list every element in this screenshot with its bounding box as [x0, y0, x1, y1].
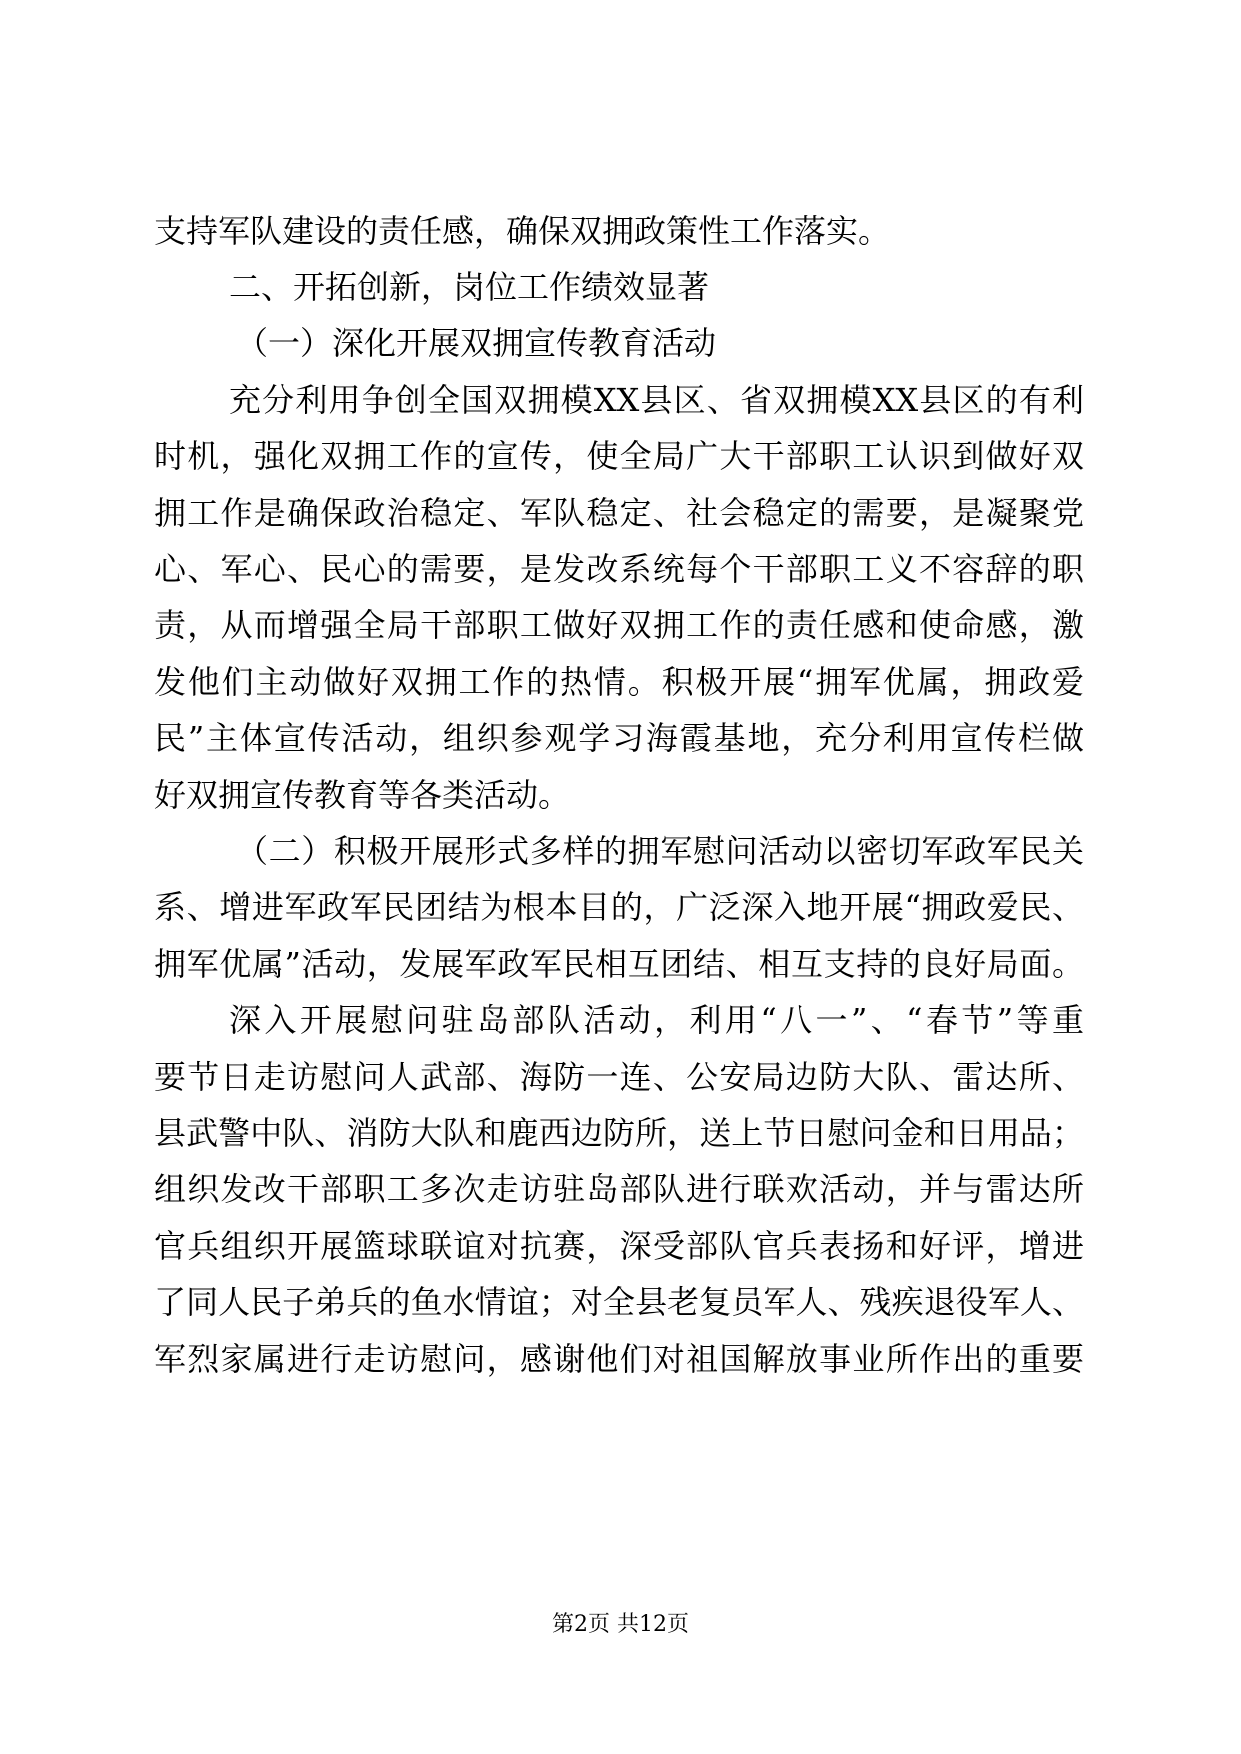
- section-heading: 二、开拓创新，岗位工作绩效显著: [229, 268, 710, 306]
- body-text-line: 县武警中队、消防大队和鹿西边防所，送上节日慰问金和日用品；: [154, 1114, 1084, 1152]
- body-text-line: 时机，强化双拥工作的宣传，使全局广大干部职工认识到做好双: [154, 437, 1084, 475]
- body-text-line: 责，从而增强全局干部职工做好双拥工作的责任感和使命感，激: [154, 606, 1084, 644]
- body-text-line: 充分利用争创全国双拥模XX县区、省双拥模XX县区的有利: [229, 381, 1084, 419]
- body-text-line: 官兵组织开展篮球联谊对抗赛，深受部队官兵表扬和好评，增进: [154, 1227, 1084, 1265]
- body-text-line: 民”主体宣传活动，组织参观学习海霞基地，充分利用宣传栏做: [154, 719, 1084, 757]
- body-text-line: 心、军心、民心的需要，是发改系统每个干部职工义不容辞的职: [154, 550, 1084, 588]
- page-number-footer: 第2页 共12页: [552, 1612, 689, 1637]
- body-text-line: 支持军队建设的责任感，确保双拥政策性工作落实。: [154, 212, 891, 250]
- body-text-line: 拥工作是确保政治稳定、军队稳定、社会稳定的需要，是凝聚党: [154, 494, 1084, 532]
- body-text-line: 深入开展慰问驻岛部队活动，利用“八一”、“春节”等重: [229, 1001, 1084, 1039]
- body-text-line: 发他们主动做好双拥工作的热情。积极开展“拥军优属，拥政爱: [154, 663, 1084, 701]
- body-text-line: 了同人民子弟兵的鱼水情谊；对全县老复员军人、残疾退役军人、: [154, 1283, 1084, 1321]
- body-text-line: 组织发改干部职工多次走访驻岛部队进行联欢活动，并与雷达所: [154, 1170, 1084, 1208]
- body-text-line: 系、增进军政军民团结为根本目的，广泛深入地开展“拥政爱民、: [154, 888, 1084, 926]
- body-text-line: 拥军优属”活动，发展军政军民相互团结、相互支持的良好局面。: [154, 945, 1084, 983]
- body-text-line: 军烈家属进行走访慰问，感谢他们对祖国解放事业所作出的重要: [154, 1340, 1084, 1378]
- subsection-heading: （二）积极开展形式多样的拥军慰问活动以密切军政军民关: [236, 832, 1084, 870]
- subsection-heading: （一）深化开展双拥宣传教育活动: [236, 324, 717, 362]
- body-text-line: 好双拥宣传教育等各类活动。: [154, 776, 571, 814]
- body-text-line: 要节日走访慰问人武部、海防一连、公安局边防大队、雷达所、: [154, 1058, 1084, 1096]
